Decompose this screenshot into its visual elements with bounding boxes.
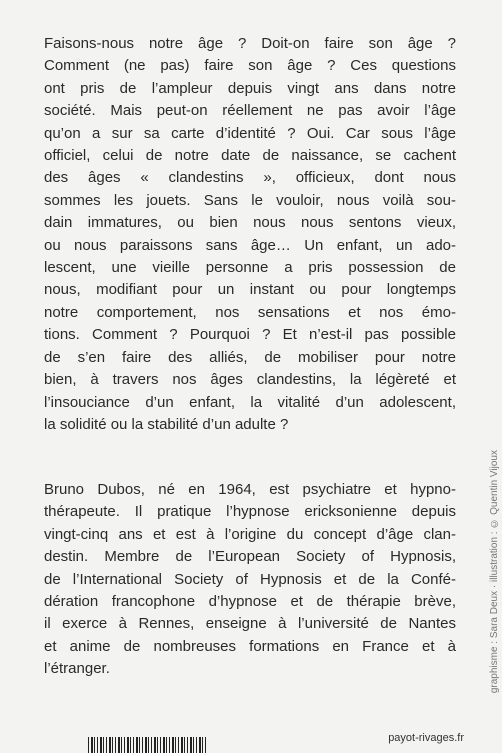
text-line: sommes les jouets. Sans le vouloir, nous voilà sou- [44,191,456,209]
text-line: bien, à travers nos âges clandestins, la légèreté et [44,371,456,389]
text-line: de l’International Society of Hypnosis et de la Confé- [44,570,456,588]
text-line: tions. Comment ? Pourquoi ? Et n’est-il pas possible [44,326,456,344]
text-line: Bruno Dubos, né en 1964, est psychiatre et hypno- [44,481,456,498]
author-bio-paragraph [44,479,456,681]
text-line: ont pris de l’ampleur depuis vingt ans dans notre [44,79,456,97]
text-line: et anime de nombreuses formations en France et à [44,637,456,655]
publisher-url: payot-rivages.fr [388,732,464,744]
text-line: ou nous paraissons sans âge… Un enfant, un ado- [44,236,456,254]
text-line: officiel, celui de notre date de naissance, se cachent [44,147,456,165]
text-line: destin. Membre de l’European Society of Hypnosis, [44,548,456,566]
text-line: nous, modifiant pour un instant ou pour longtemps [44,281,456,299]
text-line: lescent, une vieille personne a pris possession de [44,259,456,277]
illustration-credit: graphisme : Sara Deux · illustration : © Quentin Vijoux [489,449,500,693]
text-line: société. Mais peut-on réellement ne pas avoir l’âge [44,102,456,120]
text-line: notre comportement, nos sensations et nos émo- [44,303,456,321]
barcode [88,737,208,753]
text-line: dération francophone d’hypnose et de thérapie brève, [44,593,456,611]
text-line: la solidité ou la stabilité d’un adulte ? [44,415,289,433]
text-line: des âges « clandestins », officieux, dont nous [44,169,456,187]
text-line: Comment (ne pas) faire son âge ? Ces questions [44,57,456,75]
text-line: il exerce à Rennes, enseigne à l’université de Nantes [44,615,456,633]
text-line: thérapeute. Il pratique l’hypnose ericksonienne depuis [44,503,456,521]
text-line: qu’on a sur sa carte d’identité ? Oui. Car sous l’âge [44,124,456,142]
synopsis-paragraph [44,33,456,436]
text-line: l’insouciance d’un enfant, la vitalité d’un adolescent, [44,393,456,411]
text-line: dain immatures, ou bien nous nous sentons vieux, [44,214,456,232]
text-line: l’étranger. [44,660,110,678]
text-line: vingt-cinq ans et est à l’origine du concept d’âge clan- [44,525,456,543]
text-line: de s’en faire des alliés, de mobiliser pour notre [44,348,456,366]
text-line: Faisons-nous notre âge ? Doit-on faire son âge ? [44,35,456,52]
